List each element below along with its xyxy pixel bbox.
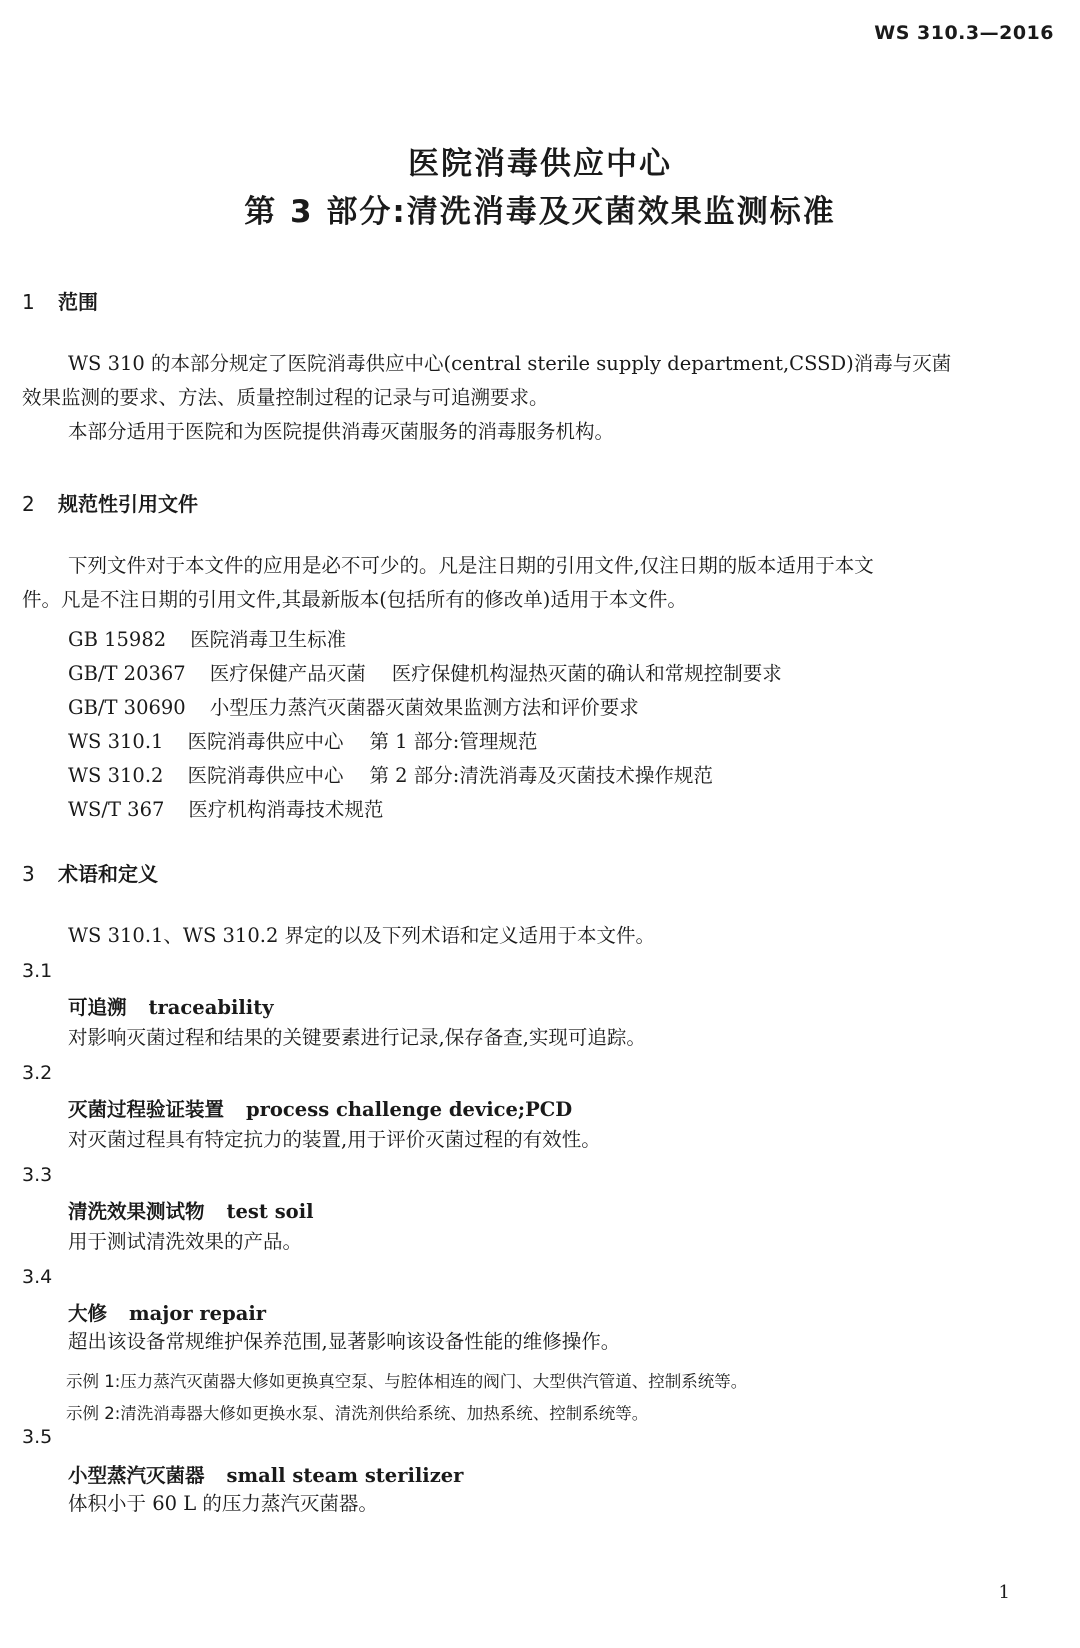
term-definition: 对影响灭菌过程和结果的关键要素进行记录,保存备查,实现可追踪。 bbox=[68, 1026, 646, 1049]
clause-number: 3.1 bbox=[22, 960, 53, 982]
term-definition: 超出该设备常规维护保养范围,显著影响该设备性能的维修操作。 bbox=[68, 1330, 621, 1353]
reference-item bbox=[68, 760, 713, 788]
term-definition: 体积小于 60 L 的压力蒸汽灭菌器。 bbox=[68, 1492, 378, 1515]
reference-code: WS 310.2 bbox=[68, 764, 164, 787]
term-heading bbox=[68, 1298, 266, 1326]
reference-title: 小型压力蒸汽灭菌器灭菌效果监测方法和评价要求 bbox=[209, 696, 639, 719]
reference-title: 医疗保健产品灭菌 bbox=[209, 662, 366, 685]
reference-part: 第 1 部分:管理规范 bbox=[369, 730, 538, 753]
term-definition: 用于测试清洗效果的产品。 bbox=[68, 1230, 303, 1253]
reference-code: GB/T 30690 bbox=[68, 696, 186, 719]
references-intro-line: 下列文件对于本文件的应用是必不可少的。凡是注日期的引用文件,仅注日期的版本适用于本文 bbox=[68, 554, 874, 577]
example-note: 示例 1:压力蒸汽灭菌器大修如更换真空泵、与腔体相连的阀门、大型供汽管道、控制系统等。 bbox=[66, 1372, 748, 1391]
section-title: 范围 bbox=[58, 290, 98, 314]
clause-number: 3.5 bbox=[22, 1426, 53, 1448]
section-heading-references bbox=[22, 488, 198, 517]
term-heading bbox=[68, 992, 274, 1020]
document-subtitle: 第 3 部分:清洗消毒及灭菌效果监测标准 bbox=[244, 194, 836, 230]
document-title: 医院消毒供应中心 bbox=[408, 146, 672, 182]
term-zh: 清洗效果测试物 bbox=[68, 1200, 205, 1223]
reference-item bbox=[68, 726, 537, 754]
term-heading bbox=[68, 1460, 463, 1488]
section-number: 1 bbox=[22, 290, 35, 314]
clause-number: 3.4 bbox=[22, 1266, 53, 1288]
term-en: major repair bbox=[129, 1302, 267, 1325]
term-zh: 小型蒸汽灭菌器 bbox=[68, 1464, 205, 1487]
reference-item bbox=[68, 624, 346, 652]
reference-item bbox=[68, 692, 639, 720]
reference-title: 医院消毒供应中心 bbox=[187, 764, 344, 787]
term-en: traceability bbox=[148, 996, 274, 1019]
reference-item bbox=[68, 658, 782, 686]
reference-code: WS 310.1 bbox=[68, 730, 164, 753]
term-definition: 对灭菌过程具有特定抗力的装置,用于评价灭菌过程的有效性。 bbox=[68, 1128, 601, 1151]
scope-paragraph-line: 效果监测的要求、方法、质量控制过程的记录与可追溯要求。 bbox=[22, 386, 549, 409]
scope-paragraph-line: WS 310 的本部分规定了医院消毒供应中心(central sterile supply department,CSSD)消毒与灭菌 bbox=[68, 352, 952, 375]
example-note: 示例 2:清洗消毒器大修如更换水泵、清洗剂供给系统、加热系统、控制系统等。 bbox=[66, 1404, 649, 1423]
terms-intro: WS 310.1、WS 310.2 界定的以及下列术语和定义适用于本文件。 bbox=[68, 924, 656, 947]
section-number: 3 bbox=[22, 862, 35, 886]
section-title: 术语和定义 bbox=[58, 862, 158, 886]
page-number: 1 bbox=[998, 1582, 1010, 1603]
reference-code: GB 15982 bbox=[68, 628, 167, 651]
term-zh: 大修 bbox=[68, 1302, 108, 1325]
term-heading bbox=[68, 1094, 572, 1122]
section-number: 2 bbox=[22, 492, 35, 516]
reference-code: GB/T 20367 bbox=[68, 662, 186, 685]
reference-title: 医院消毒供应中心 bbox=[187, 730, 344, 753]
term-en: test soil bbox=[226, 1200, 314, 1223]
reference-title: 医院消毒卫生标准 bbox=[190, 628, 347, 651]
term-en: process challenge device;PCD bbox=[246, 1098, 573, 1121]
term-en: small steam sterilizer bbox=[226, 1464, 464, 1487]
reference-code: WS/T 367 bbox=[68, 798, 165, 821]
term-heading bbox=[68, 1196, 314, 1224]
reference-part: 医疗保健机构湿热灭菌的确认和常规控制要求 bbox=[391, 662, 782, 685]
reference-title: 医疗机构消毒技术规范 bbox=[188, 798, 384, 821]
references-intro-line: 件。凡是不注日期的引用文件,其最新版本(包括所有的修改单)适用于本文件。 bbox=[22, 588, 687, 611]
clause-number: 3.2 bbox=[22, 1062, 53, 1084]
section-heading-scope bbox=[22, 286, 98, 315]
reference-item bbox=[68, 794, 383, 822]
standard-code: WS 310.3—2016 bbox=[874, 22, 1054, 44]
reference-part: 第 2 部分:清洗消毒及灭菌技术操作规范 bbox=[369, 764, 713, 787]
term-zh: 灭菌过程验证装置 bbox=[68, 1098, 225, 1121]
scope-paragraph: 本部分适用于医院和为医院提供消毒灭菌服务的消毒服务机构。 bbox=[68, 420, 615, 443]
clause-number: 3.3 bbox=[22, 1164, 53, 1186]
section-title: 规范性引用文件 bbox=[58, 492, 198, 516]
section-heading-terms bbox=[22, 858, 158, 887]
term-zh: 可追溯 bbox=[68, 996, 127, 1019]
